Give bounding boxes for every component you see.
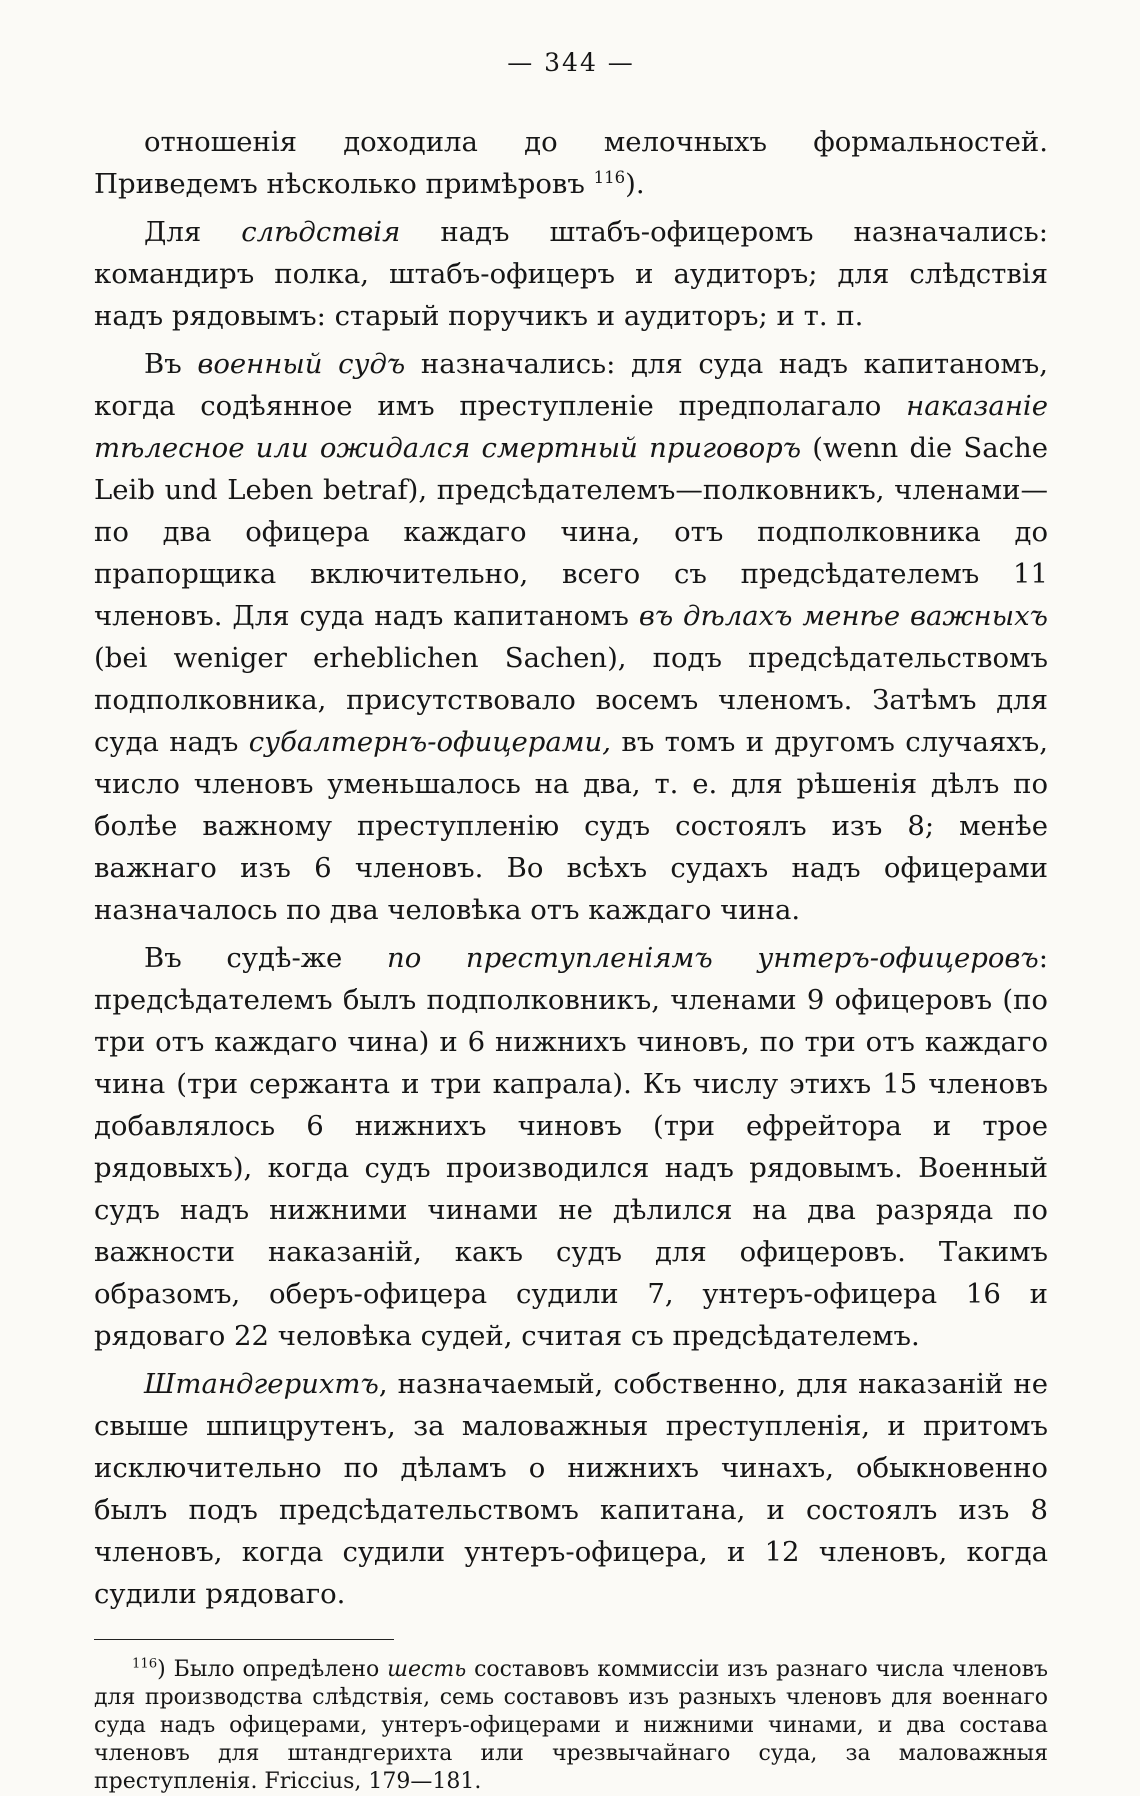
paragraph-text: : предсѣдателемъ былъ подполковникъ, членами 9 офицеровъ (по три отъ каждаго чина) и 6 нижнихъ чиновъ, по три отъ каждаго чина (три сержанта и три капрала). Къ числу этихъ 15 членовъ добавлялось 6 нижнихъ чиновъ (три ефрейтора и трое рядовыхъ), когда судъ производился надъ рядовымъ. Военный судъ надъ нижними чинами не дѣлился на два разряда по важности наказаній, какъ судъ для офицеровъ. Такимъ образомъ, оберъ-офицера судили 7, унтеръ-офицера 16 и рядоваго 22 человѣка судей, считая съ предсѣдателемъ.: [94, 942, 1049, 1352]
paragraph-4: [94, 937, 1048, 1357]
paragraph-text: Въ судѣ-же: [144, 942, 387, 974]
italic-term: субалтернъ-офицерами,: [248, 726, 612, 758]
paragraph-text: (bei weniger erheblichen Sachen), подъ предсѣдательствомъ подполковника, присутствовало восемъ членомъ. Затѣмъ для суда надъ: [94, 642, 1048, 758]
paragraph-5: [94, 1363, 1048, 1615]
footnote-divider: [94, 1639, 394, 1640]
paragraph-text: надъ штабъ-офицеромъ назначались: командиръ полка, штабъ-офицеръ и аудиторъ; для слѣдствія надъ рядовымъ: старый поручикъ и аудиторъ; и т. п.: [94, 216, 1048, 332]
footnote-reference[interactable]: 116: [593, 167, 626, 187]
paragraph-text: ).: [625, 168, 645, 200]
main-text: [94, 121, 1048, 1615]
paragraph-1: [94, 121, 1048, 205]
italic-term: военный судъ: [197, 348, 406, 380]
italic-term: шесть: [387, 1657, 467, 1682]
paragraph-text: въ томъ и другомъ случаяхъ, число членовъ уменьшалось на два, т. е. для рѣшенія дѣлъ по болѣе важному преступленію судъ состоялъ изъ 8; менѣе важнаго изъ 6 членовъ. Во всѣхъ судахъ надъ офицерами назначалось по два человѣка отъ каждаго чина.: [94, 726, 1049, 926]
paragraph-text: назначались: для суда надъ капитаномъ, когда содѣянное имъ преступленіе предполагало: [94, 348, 1049, 422]
footnote: [94, 1656, 1048, 1796]
italic-term: Штандгерихтъ: [144, 1368, 379, 1400]
paragraph-text: отношенія доходила до мелочныхъ формальностей. Приведемъ нѣсколько примѣровъ: [94, 126, 1048, 200]
italic-term: въ дѣлахъ менѣе важныхъ: [638, 600, 1048, 632]
italic-term: наказаніе тѣлесное или ожидался смертный приговоръ: [94, 390, 1048, 464]
paragraph-text: Въ: [144, 348, 198, 380]
footnote-number: 116: [132, 1656, 158, 1672]
paragraph-text: Для: [144, 216, 242, 248]
page-number: — 344 —: [507, 48, 635, 77]
italic-term: по преступленіямъ унтеръ-офицеровъ: [387, 942, 1039, 974]
italic-term: слѣдствія: [241, 216, 401, 248]
footnote-text: составовъ коммиссіи изъ разнаго числа членовъ для производства слѣдствія, семь составовъ изъ разныхъ членовъ для военнаго суда надъ офицерами, унтеръ-офицерами и нижними чинами, и два состава членовъ для штандгерихта или чрезвычайнаго суда, за маловажныя преступленія. Friccius, 179—181.: [94, 1657, 1049, 1794]
paragraph-3: [94, 343, 1048, 931]
paragraph-text: (wenn die Sache Leib und Leben betraf), предсѣдателемъ—полковникъ, членами—по два офицера каждаго чина, отъ подполковника до прапорщика включительно, всего съ предсѣдателемъ 11 членовъ. Для суда надъ капитаномъ: [94, 432, 1048, 632]
paragraph-text: , назначаемый, собственно, для наказаній не свыше шпицрутенъ, за маловажныя преступленія, и притомъ исключительно по дѣламъ о нижнихъ чинахъ, обыкновенно былъ подъ предсѣдательствомъ капитана, и состоялъ изъ 8 членовъ, когда судили унтеръ-офицера, и 12 членовъ, когда судили рядоваго.: [94, 1368, 1048, 1610]
paragraph-2: [94, 211, 1048, 337]
footnote-text: ) Было опредѣлено: [157, 1657, 388, 1682]
